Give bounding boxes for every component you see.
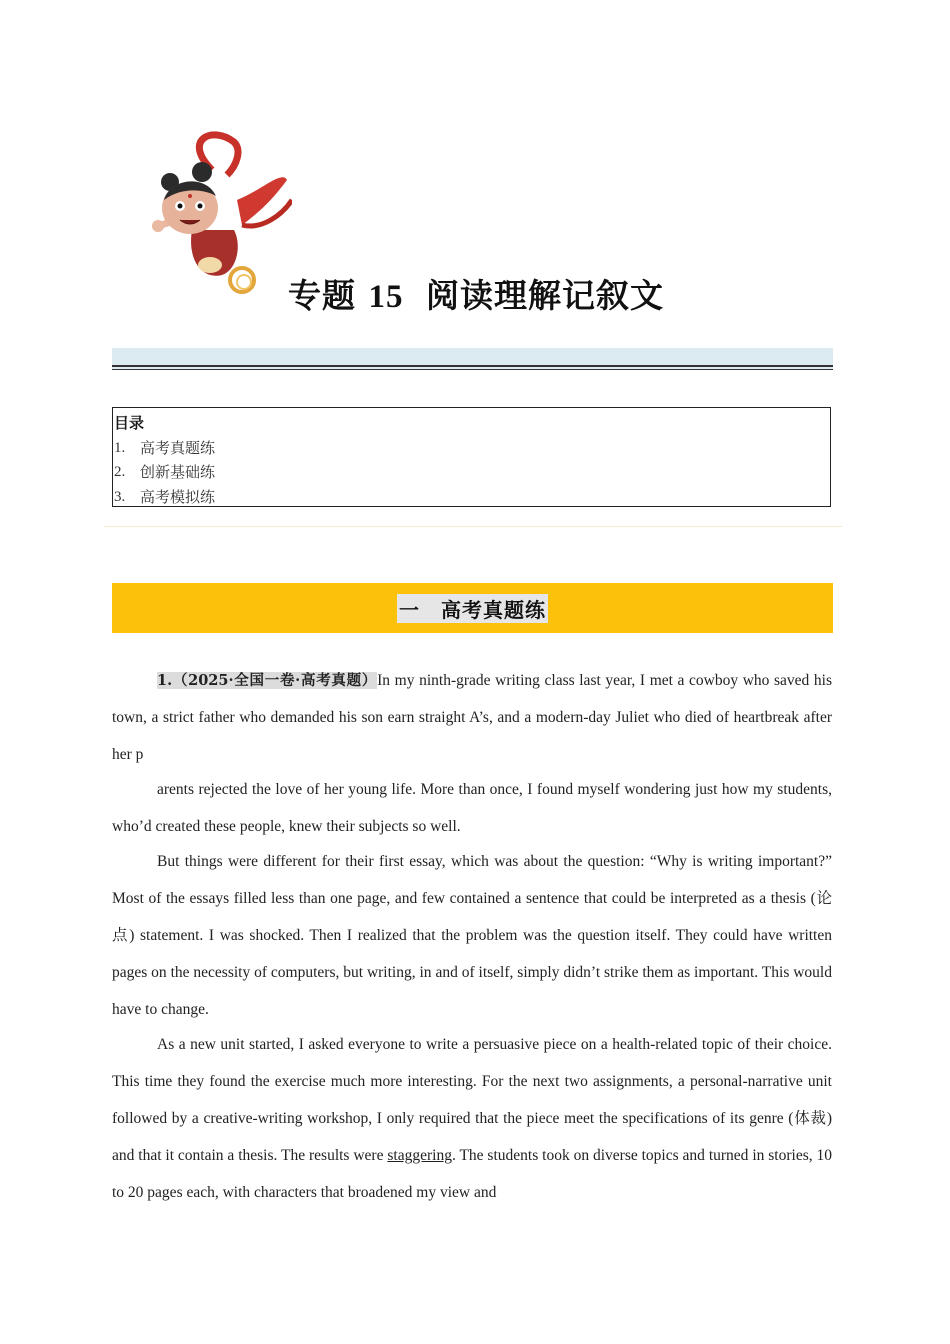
- paragraph-text: As a new unit started, I asked everyone to write a persuasive piece on a health-related topic of their choice. This time they found the exercise much more interesting. For the next two assignments, a personal-narrative unit followed by a creative-writing workshop, I only required that the piece meet the specifications of its genre (体裁) and that it contain a thesis. The results were: [112, 1036, 832, 1164]
- passage-paragraph: [112, 662, 832, 773]
- paragraph-text: . The students took on diverse topics and turned in stories, 10 to 20 pages each, with characters that broadened my view and: [112, 1147, 833, 1201]
- underlined-word: staggering: [387, 1147, 452, 1164]
- toc-item-label: 高考模拟练: [140, 487, 216, 506]
- double-rule-top: [112, 365, 833, 367]
- passage-paragraph: [112, 771, 832, 845]
- toc-item-label: 创新基础练: [140, 463, 216, 481]
- table-of-contents: [112, 407, 831, 507]
- toc-title: 目录: [114, 414, 145, 432]
- title-number: 15: [368, 279, 404, 315]
- double-rule-bottom: [112, 369, 833, 370]
- question-label: 1.（2025·全国一卷·高考真题）: [157, 672, 378, 689]
- toc-item-label: 高考真题练: [140, 438, 216, 457]
- toc-item-number: 1.: [114, 439, 126, 456]
- paragraph-text: But things were different for their first essay, which was about the question: “Why is writing important?” Most of the essays filled less than one page, and few contained a sentence that could be interpreted as a thesis (论点) statement. I was shocked. Then I realized that the problem was the question itself. They could have written pages on the necessity of computers, but writing, in and of itself, simply didn’t strike them as important. This would have to change.: [112, 853, 832, 1018]
- toc-item-number: 3.: [114, 488, 126, 505]
- divider: [104, 526, 842, 527]
- passage-paragraph: [112, 1026, 832, 1211]
- section-title: 一 高考真题练: [397, 594, 548, 623]
- title-text: 阅读理解记叙文: [426, 276, 664, 315]
- toc-item[interactable]: [114, 460, 830, 485]
- toc-item[interactable]: [114, 485, 830, 510]
- reading-passage: [112, 662, 832, 1209]
- paragraph-text: arents rejected the love of her young life. More than once, I found myself wondering just how my students, who’d created these people, knew their subjects so well.: [112, 781, 832, 835]
- toc-item-number: 2.: [114, 464, 126, 480]
- page-title: [288, 270, 664, 317]
- toc-item[interactable]: [114, 436, 830, 461]
- mascot-illustration: [142, 130, 292, 310]
- title-prefix: 专题: [288, 276, 356, 315]
- section-header: [112, 583, 833, 633]
- paragraph-text: In my ninth-grade writing class last year, I met a cowboy who saved his town, a strict father who demanded his son earn straight A’s, and a modern-day Juliet who died of heartbreak after her p: [112, 672, 833, 763]
- passage-paragraph: [112, 843, 832, 1028]
- title-underline-bar: [112, 348, 833, 370]
